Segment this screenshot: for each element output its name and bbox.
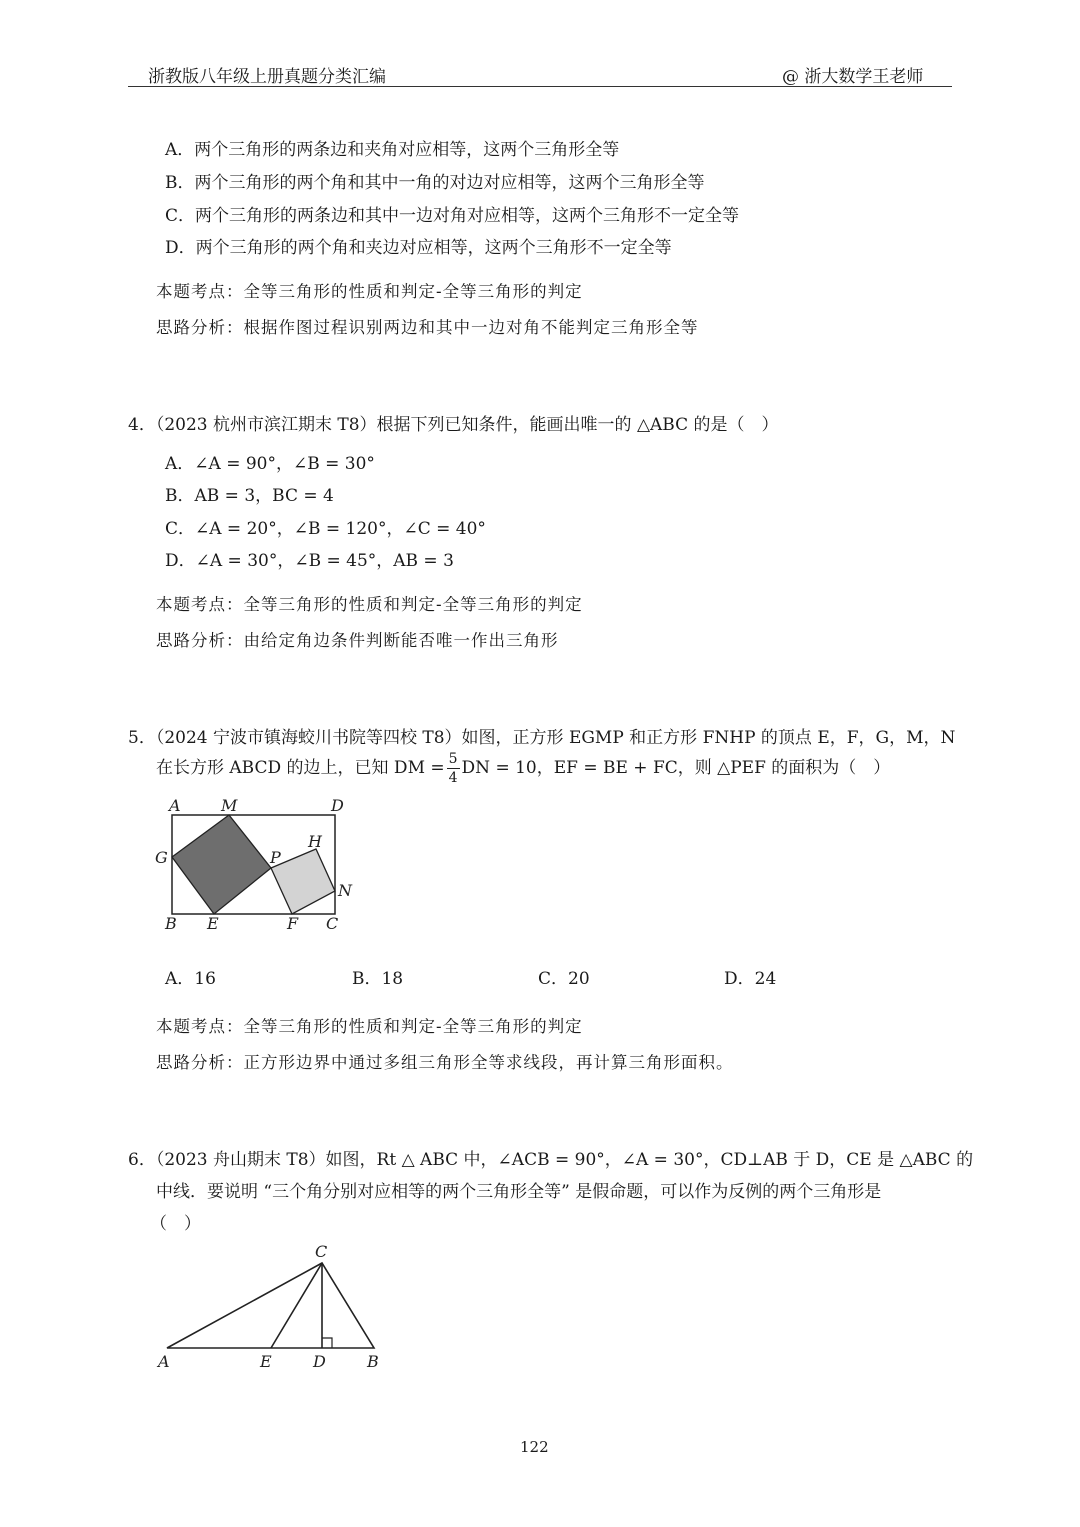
q5-fraction-denominator: 4 bbox=[448, 770, 458, 786]
square-egmp bbox=[172, 815, 271, 914]
q4-analysis: 思路分析：由给定角边条件判断能否唯一作出三角形 bbox=[156, 631, 559, 650]
q5-fraction-numerator: 5 bbox=[448, 751, 458, 767]
q3-analysis: 思路分析：根据作图过程识别两边和其中一边对角不能判定三角形全等 bbox=[156, 318, 699, 337]
label-m: M bbox=[221, 796, 238, 815]
label-g: G bbox=[155, 848, 168, 867]
label-c: C bbox=[315, 1242, 328, 1261]
q6-stem-line3: （ ） bbox=[150, 1214, 201, 1234]
q5-stem-line2 bbox=[156, 752, 890, 785]
q5-fraction bbox=[447, 752, 460, 785]
label-n: N bbox=[338, 881, 352, 900]
q6-stem-line2: 中线．要说明 “三个角分别对应相等的两个三角形全等” 是假命题，可以作为反例的两个三角形是 bbox=[156, 1182, 882, 1202]
q4-option-d: D．∠A = 30°，∠B = 45°，AB = 3 bbox=[165, 551, 454, 571]
q3-option-c: C．两个三角形的两条边和其中一边对角对应相等，这两个三角形不一定全等 bbox=[165, 206, 740, 226]
q5-option-c: C．20 bbox=[538, 969, 590, 989]
q6-figure bbox=[150, 1235, 400, 1375]
q5-analysis: 思路分析：正方形边界中通过多组三角形全等求线段，再计算三角形面积。 bbox=[156, 1053, 734, 1072]
median-ce bbox=[271, 1263, 322, 1348]
header-left: 浙教版八年级上册真题分类汇编 bbox=[148, 67, 386, 87]
label-a: A bbox=[169, 796, 181, 815]
label-a: A bbox=[158, 1352, 170, 1371]
label-e: E bbox=[207, 914, 219, 933]
q3-topic: 本题考点：全等三角形的性质和判定-全等三角形的判定 bbox=[156, 282, 583, 301]
label-e: E bbox=[260, 1352, 272, 1371]
q4-stem: 4．（2023 杭州市滨江期末 T8）根据下列已知条件，能画出唯一的 △ABC 的是（ ） bbox=[128, 415, 779, 435]
label-b: B bbox=[165, 914, 177, 933]
label-d: D bbox=[313, 1352, 326, 1371]
label-p: P bbox=[270, 848, 281, 867]
q6-stem-line1: 6．（2023 舟山期末 T8）如图，Rt △ ABC 中，∠ACB = 90°，∠A = 30°，CD⊥AB 于 D，CE 是 △ABC 的 bbox=[128, 1150, 974, 1170]
q3-option-a: A．两个三角形的两条边和夹角对应相等，这两个三角形全等 bbox=[165, 140, 620, 160]
triangle-abc bbox=[167, 1263, 374, 1348]
q5-stem-line2-b: DN = 10，EF = BE + FC，则 △PEF 的面积为（ ） bbox=[461, 758, 891, 778]
q5-topic: 本题考点：全等三角形的性质和判定-全等三角形的判定 bbox=[156, 1017, 583, 1036]
header-right: @ 浙大数学王老师 bbox=[782, 67, 924, 87]
q3-option-b: B．两个三角形的两个角和其中一角的对边对应相等，这两个三角形全等 bbox=[165, 173, 705, 193]
q4-option-c: C．∠A = 20°，∠B = 120°，∠C = 40° bbox=[165, 519, 486, 539]
q3-option-d: D．两个三角形的两个角和夹边对应相等，这两个三角形不一定全等 bbox=[165, 238, 672, 258]
q4-topic: 本题考点：全等三角形的性质和判定-全等三角形的判定 bbox=[156, 595, 583, 614]
label-d: D bbox=[331, 796, 344, 815]
label-b: B bbox=[367, 1352, 379, 1371]
q5-stem-line1: 5．（2024 宁波市镇海蛟川书院等四校 T8）如图，正方形 EGMP 和正方形 FNHP 的顶点 E，F，G，M，N bbox=[128, 728, 956, 748]
q4-option-a: A．∠A = 90°，∠B = 30° bbox=[165, 454, 375, 474]
header-rule bbox=[128, 86, 952, 87]
q4-option-b: B．AB = 3，BC = 4 bbox=[165, 486, 334, 506]
q5-stem-line2-a: 在长方形 ABCD 的边上，已知 DM = bbox=[156, 758, 445, 778]
q5-option-b: B．18 bbox=[352, 969, 404, 989]
label-h: H bbox=[308, 832, 322, 851]
q5-option-a: A．16 bbox=[165, 969, 216, 989]
label-c: C bbox=[326, 914, 339, 933]
q5-figure bbox=[150, 795, 370, 940]
right-angle-mark bbox=[322, 1338, 332, 1348]
q5-option-d: D．24 bbox=[724, 969, 777, 989]
label-f: F bbox=[287, 914, 299, 933]
page-number: 122 bbox=[520, 1438, 549, 1456]
